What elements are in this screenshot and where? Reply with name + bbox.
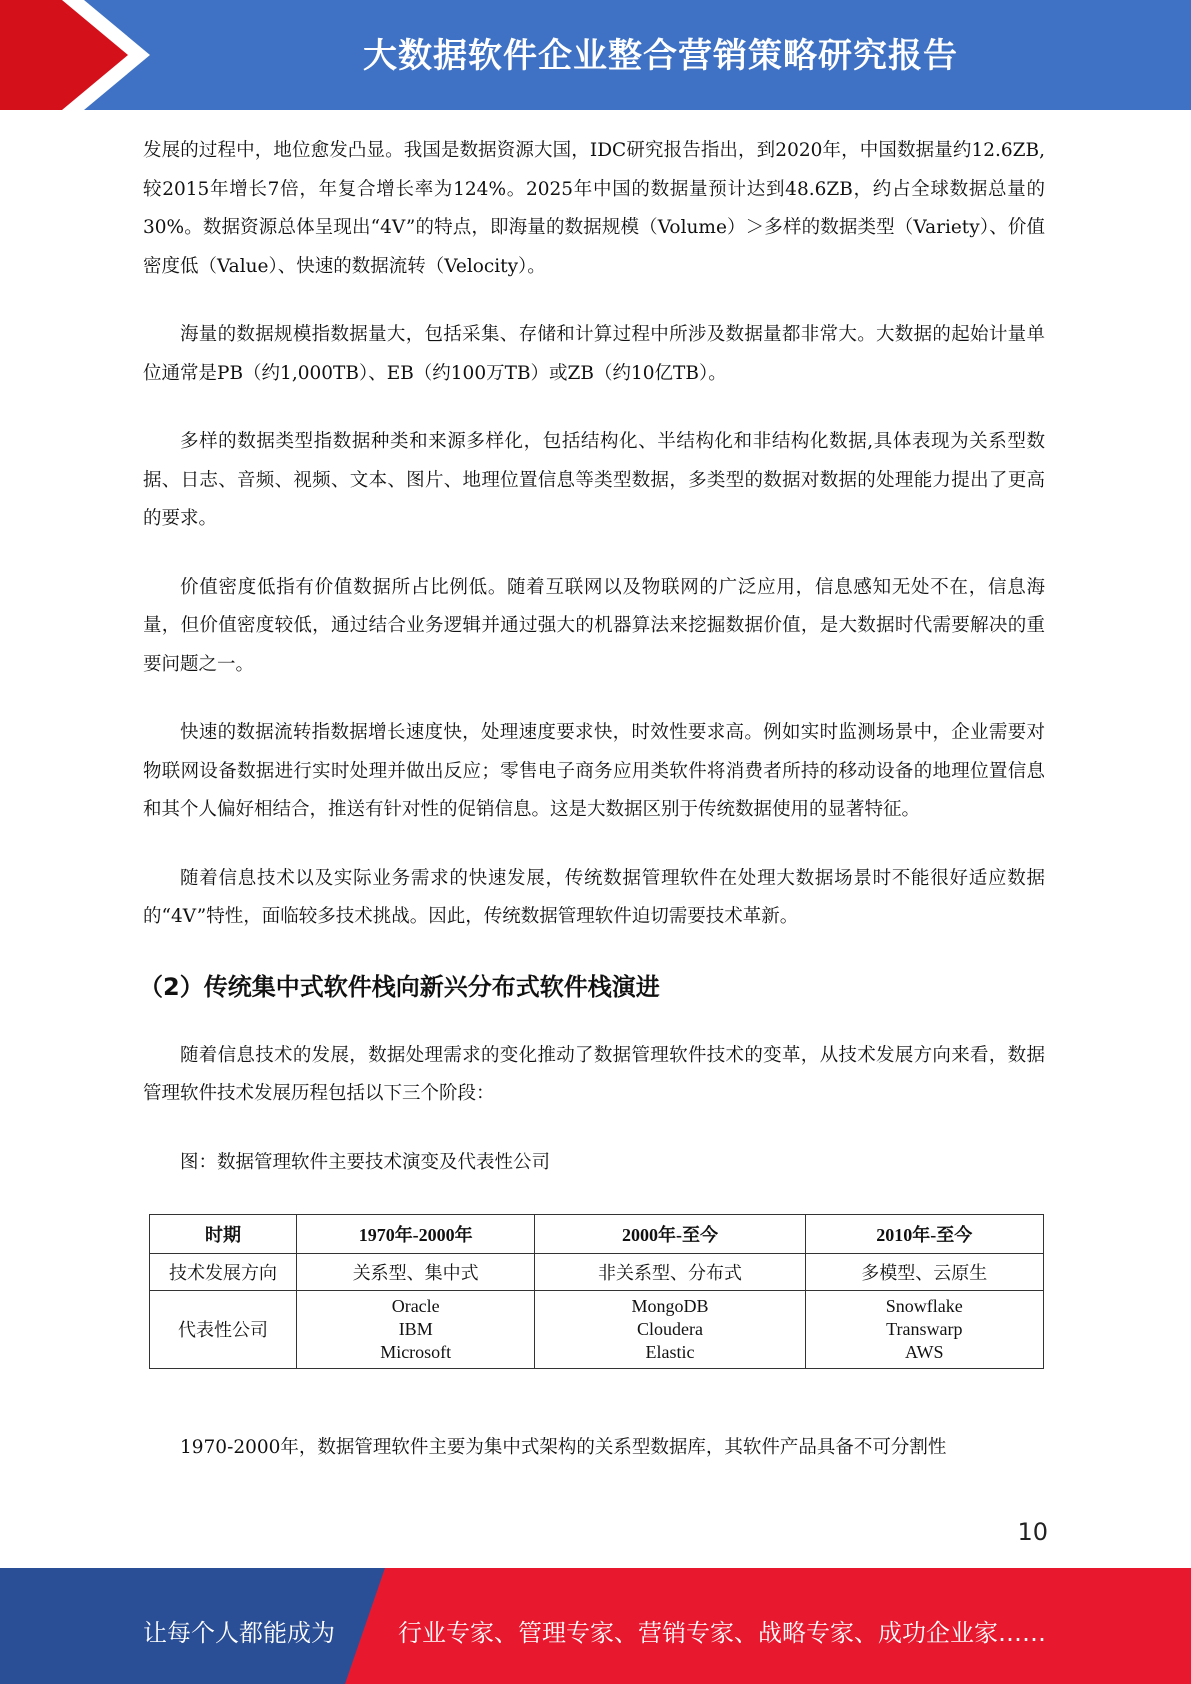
table-cell: 技术发展方向 — [150, 1253, 297, 1290]
table-header-cell: 1970年-2000年 — [297, 1214, 535, 1253]
table-header-cell: 2010年-至今 — [805, 1214, 1043, 1253]
table-header-row — [150, 1214, 1044, 1253]
figure-caption: 图：数据管理软件主要技术演变及代表性公司 — [180, 1151, 551, 1173]
paragraph-variety: 多样的数据类型指数据种类和来源多样化，包括结构化、半结构化和非结构化数据,具体表现为关系型数据、日志、音频、视频、文本、图片、地理位置信息等类型数据，多类型的数据对数据的处理能力提出了更高的要求。 — [143, 431, 1045, 529]
company-name: Elastic — [645, 1341, 695, 1362]
table-row — [150, 1290, 1044, 1368]
company-name: Cloudera — [636, 1318, 703, 1339]
company-name: Snowflake — [885, 1295, 963, 1316]
page-number: 10 — [1017, 1518, 1048, 1546]
company-name: AWS — [905, 1341, 944, 1362]
evolution-table — [149, 1214, 1044, 1369]
company-name: MongoDB — [631, 1295, 709, 1316]
table-cell: 代表性公司 — [150, 1290, 297, 1368]
paragraph-volume: 海量的数据规模指数据量大，包括采集、存储和计算过程中所涉及数据量都非常大。大数据的起始计量单位通常是PB（约1,000TB）、EB（约100万TB）或ZB（约10亿TB）。 — [143, 324, 1045, 384]
table-cell-companies — [535, 1290, 805, 1368]
table-header-cell: 2000年-至今 — [535, 1214, 805, 1253]
paragraph-continuation: 发展的过程中，地位愈发凸显。我国是数据资源大国，IDC研究报告指出，到2020年，中国数据量约12.6ZB,较2015年增长7倍，年复合增长率为124%。2025年中国的数据量预计达到48.6ZB，约占全球数据总量的30%。数据资源总体呈现出“4V”的特点，即海量的数据规模（Volume）＞多样的数据类型（Variety）、价值密度低（Value）、快速的数据流转（Velocity）。 — [143, 140, 1045, 277]
footer-slogan-right: 行业专家、管理专家、营销专家、战略专家、成功企业家…… — [398, 1619, 1046, 1647]
section-heading: （2）传统集中式软件栈向新兴分布式软件栈演进 — [139, 972, 660, 1001]
paragraph-value: 价值密度低指有价值数据所占比例低。随着互联网以及物联网的广泛应用，信息感知无处不在，信息海量，但价值密度较低，通过结合业务逻辑并通过强大的机器算法来挖掘数据价值，是大数据时代需要解决的重要问题之一。 — [143, 576, 1045, 675]
page-content — [139, 132, 1045, 1497]
table-header-cell: 时期 — [150, 1214, 297, 1253]
paragraph-1970-2000: 1970-2000年，数据管理软件主要为集中式架构的关系型数据库，其软件产品具备不可分割性 — [180, 1436, 947, 1458]
page-footer — [0, 1568, 1191, 1684]
company-name: Transwarp — [886, 1318, 963, 1339]
footer-slogan-left: 让每个人都能成为 — [143, 1619, 335, 1647]
table-cell: 关系型、集中式 — [297, 1253, 535, 1290]
table-cell-companies — [805, 1290, 1043, 1368]
header-chevron-decoration — [0, 0, 160, 110]
company-name: IBM — [398, 1318, 433, 1339]
company-name: Microsoft — [380, 1341, 452, 1362]
table-cell-companies — [297, 1290, 535, 1368]
report-title: 大数据软件企业整合营销策略研究报告 — [363, 36, 958, 76]
paragraph-velocity: 快速的数据流转指数据增长速度快，处理速度要求快，时效性要求高。例如实时监测场景中，企业需要对物联网设备数据进行实时处理并做出反应；零售电子商务应用类软件将消费者所持的移动设备的地理位置信息和其个人偏好相结合，推送有针对性的促销信息。这是大数据区别于传统数据使用的显著特征。 — [143, 722, 1045, 820]
paragraph-stages-intro: 随着信息技术的发展，数据处理需求的变化推动了数据管理软件技术的变革，从技术发展方向来看，数据管理软件技术发展历程包括以下三个阶段： — [143, 1044, 1045, 1104]
table-cell: 非关系型、分布式 — [535, 1253, 805, 1290]
table-cell: 多模型、云原生 — [805, 1253, 1043, 1290]
paragraph-challenges: 随着信息技术以及实际业务需求的快速发展，传统数据管理软件在处理大数据场景时不能很好适应数据的“4V”特性，面临较多技术挑战。因此，传统数据管理软件迫切需要技术革新。 — [143, 867, 1045, 927]
company-name: Oracle — [391, 1295, 440, 1316]
table-row — [150, 1253, 1044, 1290]
page-header — [0, 0, 1191, 110]
